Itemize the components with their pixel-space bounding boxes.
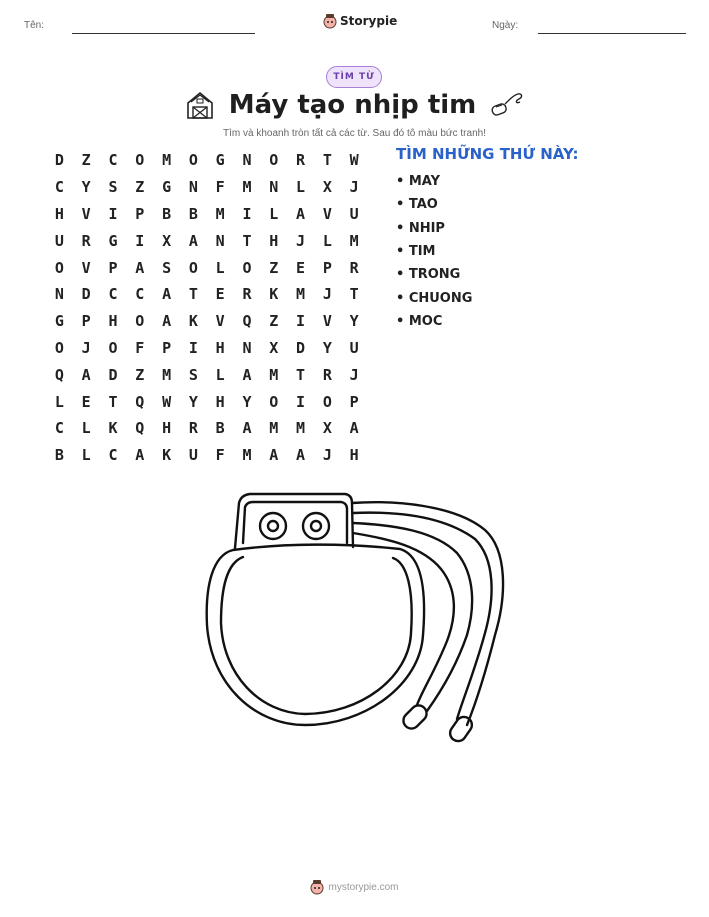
grid-letter[interactable]: L xyxy=(54,392,64,411)
grid-letter[interactable]: C xyxy=(135,285,145,304)
title-row xyxy=(0,90,709,120)
grid-letter[interactable]: A xyxy=(162,312,172,331)
word-list-item: • MAY xyxy=(396,174,441,190)
grid-letter[interactable]: J xyxy=(349,178,359,197)
grid-row xyxy=(46,254,368,281)
grid-letter[interactable]: T xyxy=(296,365,306,384)
grid-letter[interactable]: A xyxy=(135,446,145,465)
grid-letter[interactable]: B xyxy=(215,419,225,438)
grid-letter[interactable]: F xyxy=(215,178,225,197)
grid-letter[interactable]: J xyxy=(296,231,306,250)
grid-letter[interactable]: Z xyxy=(135,365,145,384)
pacemaker-icon xyxy=(490,91,524,119)
grid-letter[interactable]: A xyxy=(188,231,198,250)
grid-letter[interactable]: T xyxy=(188,285,198,304)
grid-letter[interactable]: O xyxy=(188,151,198,170)
grid-letter[interactable]: C xyxy=(108,285,118,304)
grid-letter[interactable]: K xyxy=(188,312,198,331)
grid-letter[interactable]: X xyxy=(162,231,172,250)
grid-letter[interactable]: M xyxy=(215,204,225,223)
grid-letter[interactable]: W xyxy=(349,151,359,170)
grid-letter[interactable]: L xyxy=(269,204,279,223)
word-list-title: TÌM NHỮNG THỨ NÀY: xyxy=(396,145,579,163)
grid-letter[interactable]: F xyxy=(135,338,145,357)
grid-letter[interactable]: A xyxy=(242,419,252,438)
grid-letter[interactable]: R xyxy=(188,419,198,438)
grid-letter[interactable]: N xyxy=(242,338,252,357)
grid-letter[interactable]: U xyxy=(349,204,359,223)
grid-letter[interactable]: P xyxy=(349,392,359,411)
page-title: Máy tạo nhịp tim xyxy=(228,90,477,120)
grid-letter[interactable]: H xyxy=(215,392,225,411)
grid-letter[interactable]: M xyxy=(242,446,252,465)
grid-letter[interactable]: L xyxy=(296,178,306,197)
grid-letter[interactable]: S xyxy=(188,365,198,384)
grid-letter[interactable]: N xyxy=(215,231,225,250)
grid-letter[interactable]: M xyxy=(296,419,306,438)
grid-letter[interactable]: D xyxy=(54,151,64,170)
grid-letter[interactable]: Z xyxy=(135,178,145,197)
grid-letter[interactable]: V xyxy=(81,258,91,277)
brand-logo xyxy=(323,13,397,29)
grid-letter[interactable]: G xyxy=(215,151,225,170)
grid-row xyxy=(46,308,368,335)
grid-letter[interactable]: L xyxy=(215,365,225,384)
grid-letter[interactable]: V xyxy=(322,204,332,223)
grid-letter[interactable]: Y xyxy=(349,312,359,331)
grid-letter[interactable]: X xyxy=(322,419,332,438)
grid-letter[interactable]: O xyxy=(269,151,279,170)
grid-letter[interactable]: R xyxy=(322,365,332,384)
word-list xyxy=(396,170,472,333)
grid-letter[interactable]: H xyxy=(162,419,172,438)
grid-letter[interactable]: H xyxy=(215,338,225,357)
grid-letter[interactable]: X xyxy=(322,178,332,197)
grid-letter[interactable]: B xyxy=(54,446,64,465)
storypie-footer-icon xyxy=(310,879,324,895)
grid-row xyxy=(46,281,368,308)
grid-letter[interactable]: T xyxy=(322,151,332,170)
grid-letter[interactable]: E xyxy=(296,258,306,277)
grid-letter[interactable]: D xyxy=(108,365,118,384)
grid-letter[interactable]: H xyxy=(349,446,359,465)
grid-letter[interactable]: A xyxy=(81,365,91,384)
grid-letter[interactable]: Z xyxy=(81,151,91,170)
grid-letter[interactable]: A xyxy=(242,365,252,384)
word-list-item: • TRONG xyxy=(396,267,461,283)
category-badge: TÌM TỪ xyxy=(326,66,382,88)
grid-letter[interactable]: S xyxy=(108,178,118,197)
grid-letter[interactable]: V xyxy=(322,312,332,331)
grid-letter[interactable]: D xyxy=(81,285,91,304)
grid-letter[interactable]: J xyxy=(322,446,332,465)
grid-letter[interactable]: V xyxy=(81,204,91,223)
grid-letter[interactable]: W xyxy=(162,392,172,411)
grid-letter[interactable]: U xyxy=(54,231,64,250)
grid-letter[interactable]: R xyxy=(349,258,359,277)
grid-letter[interactable]: J xyxy=(322,285,332,304)
grid-letter[interactable]: S xyxy=(162,258,172,277)
grid-letter[interactable]: P xyxy=(108,258,118,277)
grid-letter[interactable]: B xyxy=(188,204,198,223)
grid-letter[interactable]: O xyxy=(322,392,332,411)
grid-letter[interactable]: I xyxy=(135,231,145,250)
grid-letter[interactable]: A xyxy=(296,204,306,223)
grid-letter[interactable]: M xyxy=(162,151,172,170)
grid-letter[interactable]: Z xyxy=(269,312,279,331)
grid-letter[interactable]: K xyxy=(162,446,172,465)
grid-letter[interactable]: Y xyxy=(81,178,91,197)
grid-letter[interactable]: F xyxy=(215,446,225,465)
grid-letter[interactable]: I xyxy=(108,204,118,223)
grid-row xyxy=(46,147,368,174)
grid-letter[interactable]: M xyxy=(242,178,252,197)
grid-letter[interactable]: G xyxy=(54,312,64,331)
grid-letter[interactable]: G xyxy=(108,231,118,250)
name-label: Tên: xyxy=(24,20,45,31)
grid-letter[interactable]: L xyxy=(322,231,332,250)
grid-letter[interactable]: U xyxy=(188,446,198,465)
grid-letter[interactable]: U xyxy=(349,338,359,357)
grid-letter[interactable]: M xyxy=(349,231,359,250)
grid-row xyxy=(46,361,368,388)
grid-letter[interactable]: C xyxy=(54,178,64,197)
grid-letter[interactable]: O xyxy=(54,258,64,277)
grid-letter[interactable]: O xyxy=(242,258,252,277)
date-line[interactable] xyxy=(538,33,686,34)
grid-letter[interactable]: P xyxy=(322,258,332,277)
grid-letter[interactable]: Y xyxy=(322,338,332,357)
grid-row xyxy=(46,388,368,415)
grid-row xyxy=(46,201,368,228)
grid-row xyxy=(46,174,368,201)
grid-letter[interactable]: P xyxy=(81,312,91,331)
instructions: Tìm và khoanh tròn tất cả các từ. Sau đó tô màu bức tranh! xyxy=(223,128,486,139)
grid-letter[interactable]: N xyxy=(242,151,252,170)
name-line[interactable] xyxy=(72,33,255,34)
grid-letter[interactable]: O xyxy=(135,151,145,170)
grid-letter[interactable]: H xyxy=(54,204,64,223)
grid-letter[interactable]: Z xyxy=(269,258,279,277)
grid-letter[interactable]: I xyxy=(242,204,252,223)
pacemaker-coloring-image[interactable] xyxy=(195,485,515,755)
grid-letter[interactable]: I xyxy=(296,312,306,331)
grid-letter[interactable]: B xyxy=(162,204,172,223)
grid-letter[interactable]: A xyxy=(296,446,306,465)
word-list-item: • TIM xyxy=(396,244,436,260)
word-search-grid[interactable] xyxy=(46,147,368,469)
grid-letter[interactable]: K xyxy=(269,285,279,304)
grid-letter[interactable]: E xyxy=(215,285,225,304)
grid-letter[interactable]: K xyxy=(108,419,118,438)
grid-letter[interactable]: M xyxy=(269,419,279,438)
word-list-item: • MOC xyxy=(396,313,443,329)
grid-letter[interactable]: P xyxy=(135,204,145,223)
grid-letter[interactable]: I xyxy=(188,338,198,357)
grid-letter[interactable]: R xyxy=(242,285,252,304)
grid-letter[interactable]: X xyxy=(269,338,279,357)
grid-letter[interactable]: T xyxy=(108,392,118,411)
brand-name: Storypie xyxy=(340,14,398,28)
footer-url[interactable]: mystorypie.com xyxy=(328,881,399,893)
grid-letter[interactable]: A xyxy=(162,285,172,304)
grid-letter[interactable]: Y xyxy=(242,392,252,411)
grid-letter[interactable]: J xyxy=(81,338,91,357)
barn-icon xyxy=(185,90,215,120)
grid-letter[interactable]: J xyxy=(349,365,359,384)
grid-letter[interactable]: L xyxy=(81,419,91,438)
grid-letter[interactable]: L xyxy=(81,446,91,465)
grid-letter[interactable]: E xyxy=(81,392,91,411)
grid-letter[interactable]: H xyxy=(269,231,279,250)
grid-letter[interactable]: C xyxy=(54,419,64,438)
grid-row xyxy=(46,442,368,469)
grid-letter[interactable]: R xyxy=(81,231,91,250)
grid-letter[interactable]: O xyxy=(108,338,118,357)
grid-letter[interactable]: D xyxy=(296,338,306,357)
grid-letter[interactable]: V xyxy=(215,312,225,331)
grid-letter[interactable]: Q xyxy=(54,365,64,384)
grid-letter[interactable]: A xyxy=(269,446,279,465)
grid-letter[interactable]: A xyxy=(349,419,359,438)
grid-letter[interactable]: A xyxy=(135,258,145,277)
grid-row xyxy=(46,415,368,442)
grid-letter[interactable]: P xyxy=(162,338,172,357)
grid-letter[interactable]: M xyxy=(296,285,306,304)
grid-letter[interactable]: Y xyxy=(188,392,198,411)
grid-letter[interactable]: O xyxy=(54,338,64,357)
grid-letter[interactable]: N xyxy=(188,178,198,197)
grid-letter[interactable]: O xyxy=(269,392,279,411)
word-list-item: • CHUONG xyxy=(396,290,473,306)
grid-letter[interactable]: R xyxy=(296,151,306,170)
date-label: Ngày: xyxy=(492,20,519,31)
word-list-item: • NHIP xyxy=(396,220,445,236)
grid-letter[interactable]: N xyxy=(54,285,64,304)
grid-letter[interactable]: L xyxy=(215,258,225,277)
grid-letter[interactable]: C xyxy=(108,446,118,465)
grid-row xyxy=(46,227,368,254)
grid-letter[interactable]: O xyxy=(188,258,198,277)
grid-letter[interactable]: Q xyxy=(135,419,145,438)
grid-letter[interactable]: M xyxy=(162,365,172,384)
grid-letter[interactable]: H xyxy=(108,312,118,331)
grid-letter[interactable]: N xyxy=(269,178,279,197)
grid-letter[interactable]: M xyxy=(269,365,279,384)
grid-letter[interactable]: G xyxy=(162,178,172,197)
footer xyxy=(0,879,709,895)
grid-letter[interactable]: Q xyxy=(242,312,252,331)
storypie-logo-icon xyxy=(323,13,337,29)
word-list-item: • TAO xyxy=(396,197,438,213)
grid-letter[interactable]: T xyxy=(349,285,359,304)
grid-letter[interactable]: C xyxy=(108,151,118,170)
grid-letter[interactable]: Q xyxy=(135,392,145,411)
grid-letter[interactable]: T xyxy=(242,231,252,250)
grid-row xyxy=(46,335,368,362)
grid-letter[interactable]: I xyxy=(296,392,306,411)
grid-letter[interactable]: O xyxy=(135,312,145,331)
